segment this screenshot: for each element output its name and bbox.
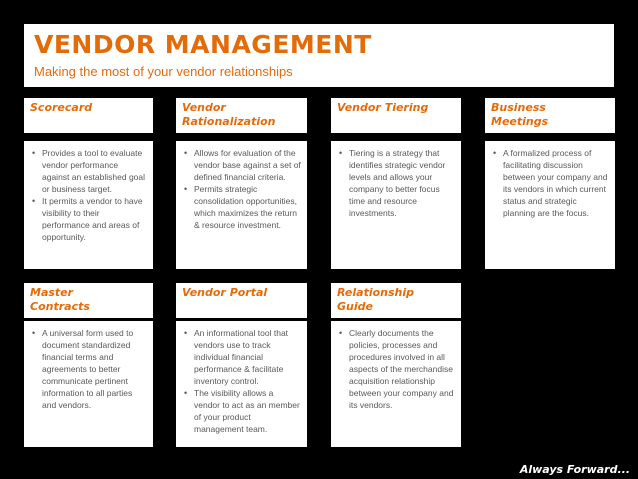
bullet-item: • Clearly documents the policies, processes and procedures involved in all aspects of the merchandise acquisition relationship between your company and its vendors. [337,327,455,411]
card-header-vendor-tiering [331,98,461,133]
bullet-item: • The visibility allows a vendor to act as an member of your product management team. [182,387,301,435]
page-subtitle: Making the most of your vendor relationships [34,64,293,79]
card-title: Master Contracts [30,286,90,313]
card-title: Vendor Portal [182,286,268,299]
card-title: Vendor Rationalization [182,101,276,128]
card-title: Vendor Tiering [337,101,429,114]
card-body-relationship-guide [331,321,461,447]
bullet-item: • Provides a tool to evaluate vendor performance against an established goal or business target. [30,147,147,195]
card-title: Scorecard [30,101,93,114]
footer-tagline: Always Forward... [519,463,630,476]
card-header-vendor-rationalization [176,98,307,133]
card-header-master-contracts [24,283,153,318]
bullet-item: • A formalized process of facilitating discussion between your company and its vendors in which current status and strategic planning are the focus. [491,147,609,219]
bullet-item: • Allows for evaluation of the vendor base against a set of defined financial criteria. [182,147,301,183]
card-body-vendor-tiering [331,141,461,269]
card-header-business-meetings [485,98,615,133]
header-panel [24,24,614,87]
card-body-vendor-portal [176,321,307,447]
card-header-relationship-guide [331,283,461,318]
card-header-vendor-portal [176,283,307,318]
bullet-list [30,327,147,411]
bullet-list [182,327,301,435]
card-header-scorecard [24,98,153,133]
bullet-item: • Tiering is a strategy that identifies strategic vendor levels and allows your company to better focus time and resource investments. [337,147,455,219]
bullet-list [337,327,455,411]
bullet-item: • An informational tool that vendors use to track individual financial performance & facilitate inventory control. [182,327,301,387]
bullet-list [30,147,147,243]
bullet-list [491,147,609,219]
bullet-item: • It permits a vendor to have visibility to their performance and areas of opportunity. [30,195,147,243]
card-title: Business Meetings [491,101,549,128]
page-title: VENDOR MANAGEMENT [34,30,372,59]
bullet-list [337,147,455,219]
bullet-list [182,147,301,231]
bullet-item: • Permits strategic consolidation opportunities, which maximizes the return & resource investment. [182,183,301,231]
card-body-scorecard [24,141,153,269]
bullet-item: • A universal form used to document standardized financial terms and agreements to better communicate pertinent information to all parties and vendors. [30,327,147,411]
card-body-business-meetings [485,141,615,269]
card-body-master-contracts [24,321,153,447]
card-body-vendor-rationalization [176,141,307,269]
card-title: Relationship Guide [337,286,415,313]
